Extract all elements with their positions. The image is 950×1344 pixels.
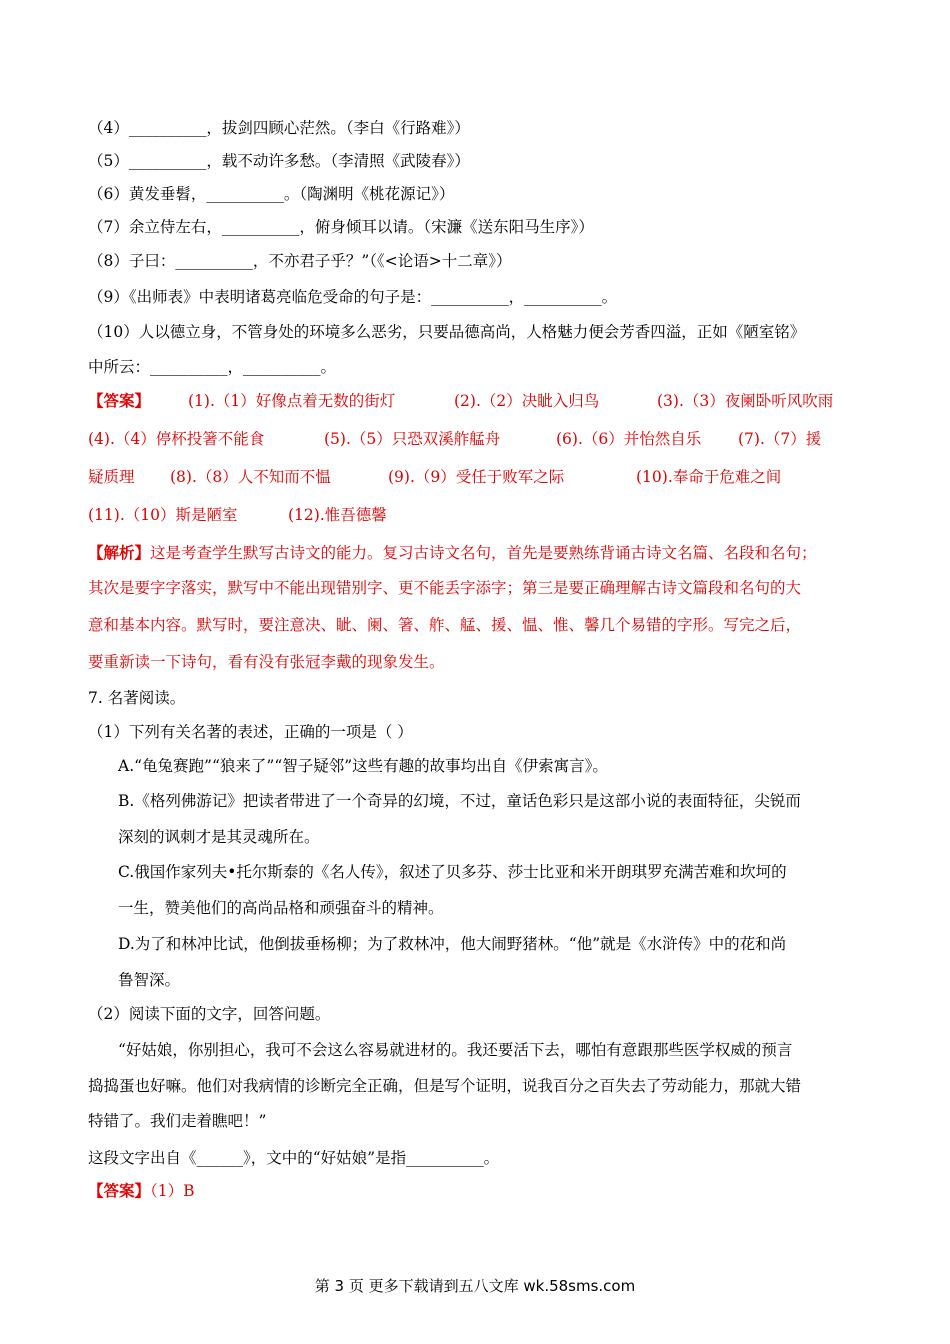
answer-line (88, 1180, 195, 1202)
question-text: 这段文字出自《______》，文中的“好姑娘”是指__________。 (88, 1149, 500, 1167)
analysis-line: 其次是要字字落实，默写中不能出现错别字、更不能丢字添字；第三是要正确理解古诗文篇段和名句的大 (88, 579, 802, 597)
dictation-line: （6）黄发垂髫，__________。（陶渊明《桃花源记》） (88, 185, 455, 203)
answer-item: 疑质理 (88, 468, 135, 486)
passage-line: 捣捣蛋也好嘛。他们对我病情的诊断完全正确，但是写个证明，说我百分之百失去了劳动能力，那就大错 (88, 1077, 802, 1095)
answer-row (88, 390, 868, 412)
passage-line: “好姑娘，你别担心，我可不会这么容易就进材的。我还要活下去，哪怕有意跟那些医学权威的预言 (118, 1041, 793, 1059)
dictation-line: （4）__________，拔剑四顾心茫然。（李白《行路难》） (88, 119, 470, 137)
option-c-cont: 一生，赞美他们的高尚品格和顽强奋斗的精神。 (118, 899, 444, 917)
option-b: B.《格列佛游记》把读者带进了一个奇异的幻境，不过，童话色彩只是这部小说的表面特征，尖锐而 (118, 792, 801, 810)
answer-item: (11).（10）斯是陋室 (88, 506, 238, 524)
answer-row (88, 466, 868, 488)
passage-line: 特错了。我们走着瞧吧！” (88, 1112, 267, 1130)
analysis-text: 这是考查学生默写古诗文的能力。复习古诗文名句，首先是要熟练背诵古诗文名篇、名段和名句； (150, 544, 817, 562)
answer-tag: 【答案】 (88, 1181, 151, 1200)
answer-item: (8).（8）人不知而不愠 (170, 468, 331, 486)
answer-row (88, 428, 868, 450)
dictation-line: （8）子曰：__________，不亦君子乎？”（《<论语>十二章》） (88, 252, 512, 270)
answer-item: (6).（6）并怡然自乐 (556, 430, 702, 448)
analysis-line (88, 542, 817, 564)
sub-question: （1）下列有关名著的表述，正确的一项是（ ） (88, 723, 413, 741)
option-d: D.为了和林冲比试，他倒拔垂杨柳；为了救林冲，他大闹野猪林。“他”就是《水浒传》中的花和尚 (118, 935, 787, 953)
answer-item: (2).（2）决眦入归鸟 (454, 392, 600, 410)
dictation-line: （10）人以德立身，不管身处的环境多么恶劣，只要品德高尚，人格魅力便会芳香四溢，正如《陋室铭》 (88, 323, 806, 341)
option-c: C.俄国作家列夫•托尔斯泰的《名人传》，叙述了贝多芬、莎士比亚和米开朗琪罗充满苦难和坎坷的 (118, 863, 787, 881)
option-b-cont: 深刻的讽刺才是其灵魂所在。 (118, 828, 320, 846)
dictation-line: （7）余立侍左右，__________，俯身倾耳以请。（宋濂《送东阳马生序》） (88, 218, 594, 236)
dictation-line: 中所云：__________，__________。 (88, 358, 337, 376)
dictation-line: （9）《出师表》中表明诸葛亮临危受命的句子是：__________，__________。 (88, 288, 618, 306)
answer-item: (5).（5）只恐双溪舴艋舟 (324, 430, 501, 448)
answer-item: (9).（9）受任于败军之际 (388, 468, 565, 486)
option-d-cont: 鲁智深。 (118, 971, 181, 989)
sub-question: （2）阅读下面的文字，回答问题。 (88, 1005, 331, 1023)
answer-item: (12).惟吾德馨 (288, 506, 387, 524)
answer-item: (3).（3）夜阑卧听风吹雨 (657, 392, 834, 410)
answer-item: (7).（7）援 (738, 430, 822, 448)
answer-item: (10).奉命于危难之间 (636, 468, 782, 486)
analysis-tag: 【解析】 (88, 543, 151, 562)
option-a: A.“龟兔赛跑”“狼来了”“智子疑邻”这些有趣的故事均出自《伊索寓言》。 (118, 757, 608, 775)
answer-item: (1).（1）好像点着无数的街灯 (188, 392, 396, 410)
analysis-line: 要重新读一下诗句，看有没有张冠李戴的现象发生。 (88, 653, 445, 671)
answer-item: (4).（4）停杯投箸不能食 (88, 430, 265, 448)
answer-tag: 【答案】 (88, 391, 151, 410)
page-footer: 第 3 页 更多下载请到五八文库 wk.58sms.com (314, 1277, 636, 1295)
answer-row (88, 504, 868, 526)
question-title: 7. 名著阅读。 (88, 689, 186, 707)
answer-text: （1）B (150, 1182, 195, 1200)
dictation-line: （5）__________，载不动许多愁。（李清照《武陵春》） (88, 152, 470, 170)
analysis-line: 意和基本内容。默写时，要注意决、眦、阑、箸、舴、艋、援、愠、惟、馨几个易错的字形。写完之后， (88, 616, 802, 634)
